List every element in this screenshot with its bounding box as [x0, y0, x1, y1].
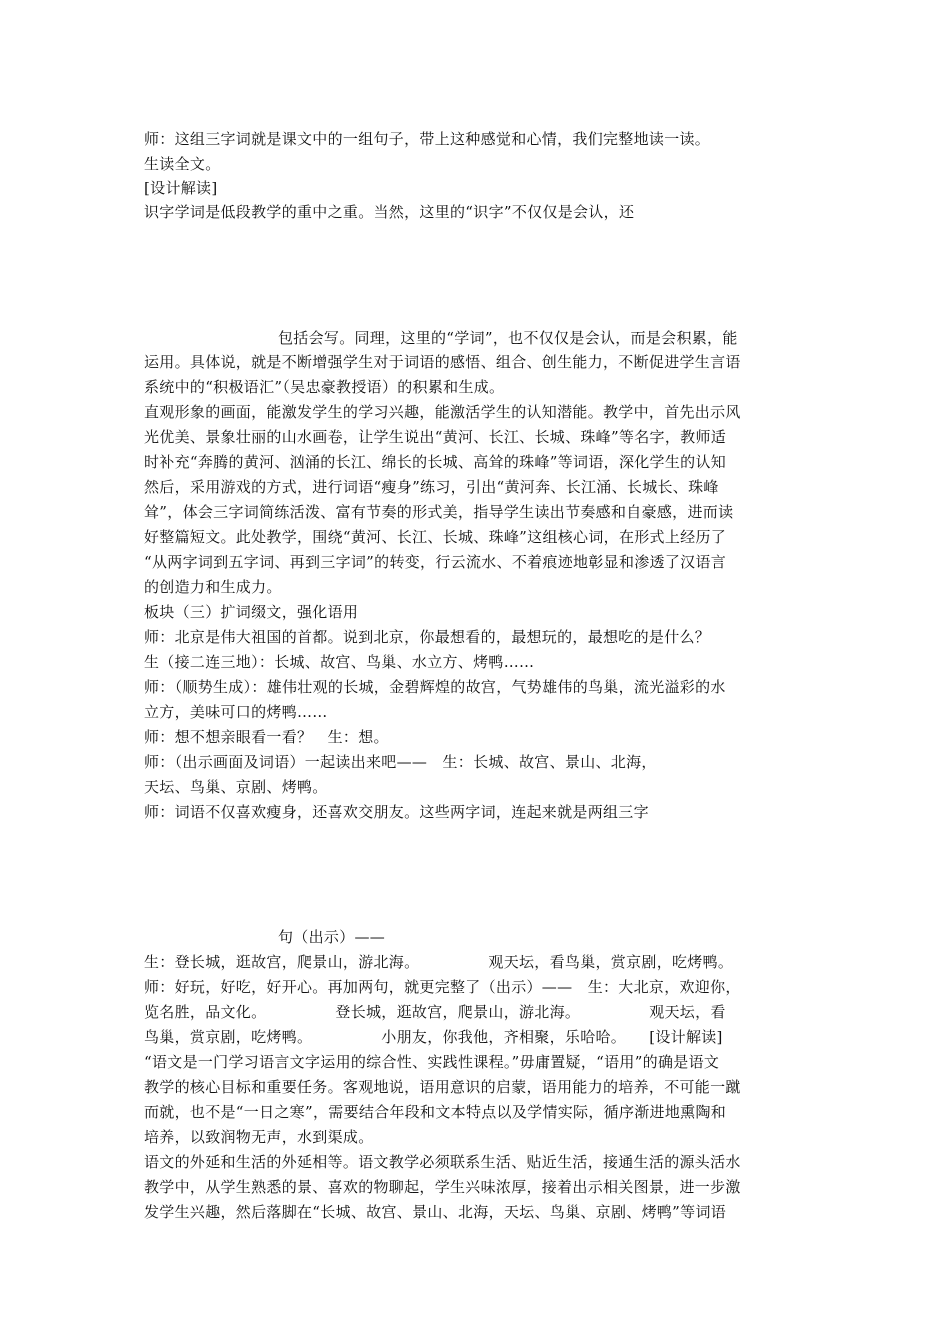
section-heading: 板块（三）扩词缀文，强化语用 — [144, 603, 359, 621]
text-line: 时补充“奔腾的黄河、汹涌的长江、绵长的长城、高耸的珠峰”等词语，深化学生的认知 — [144, 453, 727, 471]
text-line: 师：北京是伟大祖国的首都。说到北京，你最想看的，最想玩的，最想吃的是什么？ — [144, 628, 711, 646]
text-line: 的创造力和生成力。 — [144, 578, 282, 596]
text-line: “语文是一门学习语言文字运用的综合性、实践性课程。”毋庸置疑，“语用”的确是语文 — [144, 1053, 720, 1071]
text-line: 直观形象的画面，能激发学生的学习兴趣，能激活学生的认知潜能。教学中，首先出示风 — [144, 403, 741, 421]
text-line: 师：好玩，好吃，好开心。再加两句，就更完整了（出示）—— 生：大北京，欢迎你， — [144, 978, 741, 996]
text-line: 系统中的“积极语汇”（吴忠豪教授语）的积累和生成。 — [144, 378, 505, 396]
text-line: 包括会写。同理，这里的“学词”，也不仅仅是会认，而是会积累，能 — [278, 329, 738, 347]
text-line: 教学中，从学生熟悉的景、喜欢的物聊起，学生兴味浓厚，接着出示相关图景，进一步激 — [144, 1178, 741, 1196]
text-line: 语文的外延和生活的外延相等。语文教学必须联系生活、贴近生活，接通生活的源头活水 — [144, 1153, 741, 1171]
text-line: 天坛、鸟巢、京剧、烤鸭。 — [144, 778, 328, 796]
text-line: 而就，也不是“一日之寒”，需要结合年段和文本特点以及学情实际，循序渐进地熏陶和 — [144, 1103, 727, 1121]
text-line: 师：（出示画面及词语）一起读出来吧—— 生：长城、故宫、景山、北海， — [144, 753, 657, 771]
text-line: 发学生兴趣，然后落脚在“长城、故宫、景山、北海，天坛、鸟巢、京剧、烤鸭”等词语 — [144, 1203, 727, 1221]
text-line: 师：词语不仅喜欢瘦身，还喜欢交朋友。这些两字词，连起来就是两组三字 — [144, 803, 649, 821]
text-line: 识字学词是低段教学的重中之重。当然，这里的“识字”不仅仅是会认，还 — [144, 203, 635, 221]
text-line: 好整篇短文。此处教学，围绕“黄河、长江、长城、珠峰”这组核心词，在形式上经历了 — [144, 528, 727, 546]
text-line: 光优美、景象壮丽的山水画卷，让学生说出“黄河、长江、长城、珠峰”等名字，教师适 — [144, 428, 727, 446]
text-line: 生（接二连三地）：长城、故宫、鸟巢、水立方、烤鸭…… — [144, 653, 535, 671]
text-line: “从两字词到五字词、再到三字词”的转变，行云流水、不着痕迹地彰显和渗透了汉语言 — [144, 553, 727, 571]
text-line: 师：（顺势生成）：雄伟壮观的长城，金碧辉煌的故宫，气势雄伟的鸟巢，流光溢彩的水 — [144, 678, 726, 696]
text-line: 耸”，体会三字词简练活泼、富有节奏的形式美，指导学生读出节奏感和自豪感，进而读 — [144, 503, 734, 521]
text-line: 师：想不想亲眼看一看？ 生：想。 — [144, 728, 389, 746]
text-line: 培养，以致润物无声，水到渠成。 — [144, 1128, 374, 1146]
text-line: 览名胜，品文化。 登长城，逛故宫，爬景山，游北海。 观天坛，看 — [144, 1003, 726, 1021]
text-line: 师：这组三字词就是课文中的一组句子，带上这种感觉和心情，我们完整地读一读。 — [144, 130, 711, 148]
text-line: 然后，采用游戏的方式，进行词语“瘦身”练习，引出“黄河奔、长江涌、长城长、珠峰 — [144, 478, 719, 496]
text-line: 句（出示）—— — [278, 928, 386, 946]
text-line: 立方，美味可口的烤鸭…… — [144, 703, 328, 721]
text-line: [设计解读] — [144, 179, 218, 197]
text-line: 教学的核心目标和重要任务。客观地说，语用意识的启蒙，语用能力的培养，不可能一蹴 — [144, 1078, 741, 1096]
text-line: 鸟巢，赏京剧，吃烤鸭。 小朋友，你我他，齐相聚，乐哈哈。 [设计解读] — [144, 1028, 723, 1046]
text-line: 生：登长城，逛故宫，爬景山，游北海。 观天坛，看鸟巢，赏京剧，吃烤鸭。 — [144, 953, 734, 971]
text-line: 生读全文。 — [144, 155, 221, 173]
text-line: 运用。具体说，就是不断增强学生对于词语的感悟、组合、创生能力，不断促进学生言语 — [144, 353, 741, 371]
